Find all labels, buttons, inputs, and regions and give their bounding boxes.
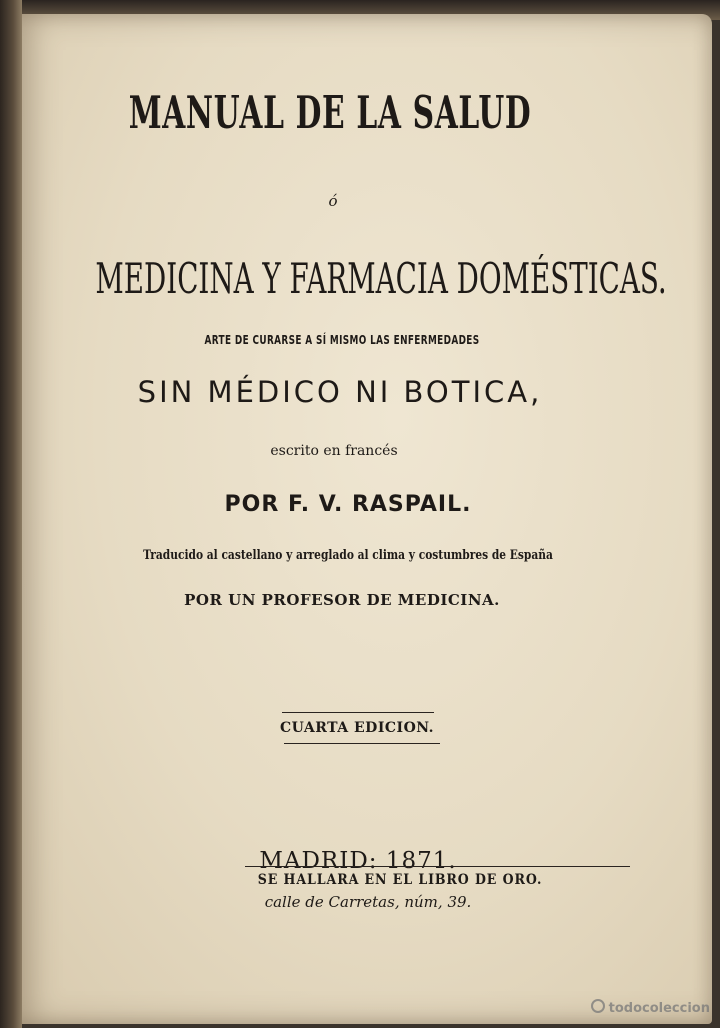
book-subtitle: MEDICINA Y FARMACIA DOMÉSTICAS. bbox=[95, 254, 667, 303]
translation-note: Traducido al castellano y arreglado al clima y costumbres de España bbox=[143, 548, 553, 563]
translator-line: POR UN PROFESOR DE MEDICINA. bbox=[184, 591, 500, 609]
watermark-text: todocoleccion bbox=[608, 1001, 710, 1016]
watermark bbox=[591, 999, 710, 1016]
title-conjunction: ó bbox=[328, 192, 338, 210]
address-line: calle de Carretas, núm, 39. bbox=[264, 893, 472, 911]
circle-logo-icon bbox=[591, 999, 605, 1013]
book-title: MANUAL DE LA SALUD bbox=[128, 86, 532, 139]
tagline-main: SIN MÉDICO NI BOTICA, bbox=[137, 375, 543, 409]
edition-rule-bottom bbox=[284, 743, 440, 744]
edition-label: CUARTA EDICION. bbox=[279, 720, 435, 736]
imprint-place-year: MADRID: 1871. bbox=[259, 848, 457, 874]
imprint-rule bbox=[245, 866, 630, 867]
tagline: ARTE DE CURARSE A SÍ MISMO LAS ENFERMEDADES bbox=[204, 333, 480, 347]
edition-rule-top bbox=[282, 712, 434, 713]
author-line: POR F. V. RASPAIL. bbox=[224, 492, 472, 517]
written-in-note: escrito en francés bbox=[270, 443, 398, 459]
sold-at-line: SE HALLARA EN EL LIBRO DE ORO. bbox=[257, 872, 543, 888]
